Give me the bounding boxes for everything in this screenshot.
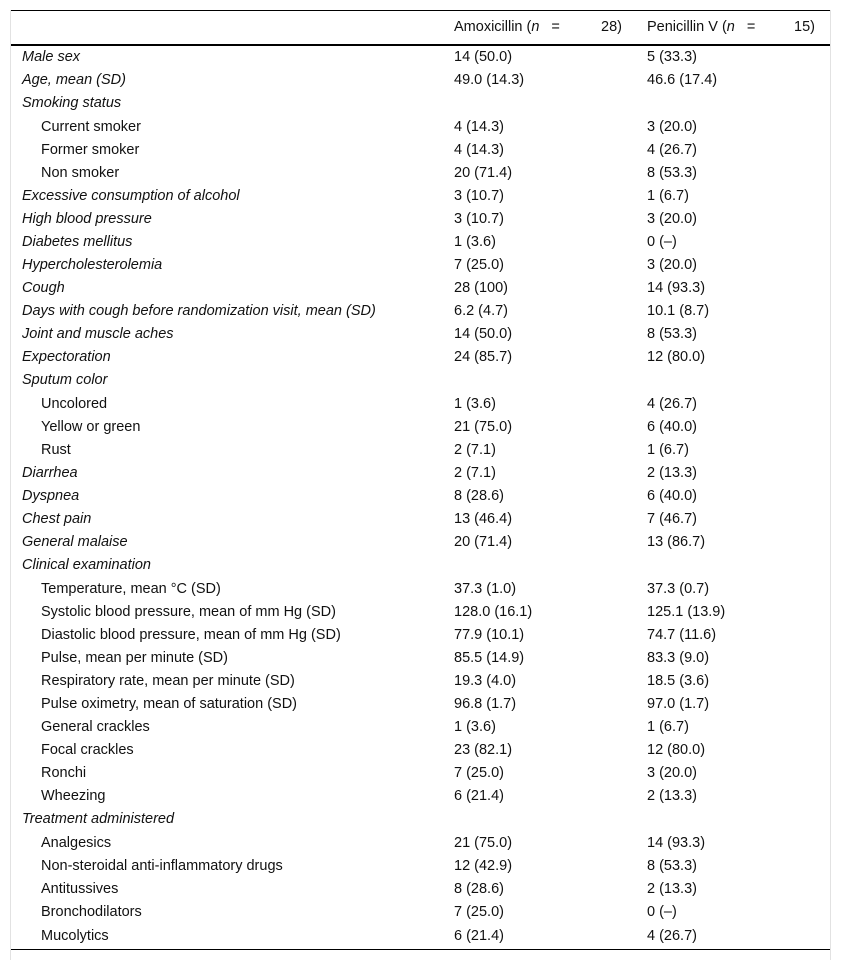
amoxicillin-value — [443, 369, 636, 393]
table-row — [11, 924, 830, 950]
penicillin-v-value — [636, 808, 830, 832]
penicillin-v-value: 8 (53.3) — [647, 164, 697, 181]
row-label: Uncolored — [41, 395, 108, 412]
penicillin-v-value: 12 (80.0) — [647, 741, 706, 758]
section-row — [11, 92, 830, 116]
amoxicillin-value: 77.9 (10.1) — [454, 626, 525, 643]
table-row — [11, 901, 830, 924]
header-n-symbol: n — [726, 19, 735, 36]
table-row — [11, 601, 830, 624]
table-row — [11, 485, 830, 508]
row-label: Sputum color — [22, 372, 108, 388]
penicillin-v-value: 97.0 (1.7) — [647, 695, 710, 712]
penicillin-v-value: 2 (13.3) — [647, 464, 697, 481]
table-row — [11, 208, 830, 231]
row-label: Temperature, mean °C (SD) — [41, 580, 221, 597]
header-group-name: Penicillin V ( — [647, 19, 727, 36]
table-row — [11, 624, 830, 647]
header-penicillin-text — [647, 19, 815, 35]
table-row — [11, 670, 830, 693]
table-row — [11, 878, 830, 901]
table-row — [11, 69, 830, 92]
table-row — [11, 462, 830, 485]
table-header — [11, 11, 830, 45]
header-amoxicillin — [443, 11, 636, 45]
penicillin-v-value: 6 (40.0) — [647, 418, 697, 435]
penicillin-v-value: 14 (93.3) — [647, 834, 706, 851]
table-row — [11, 45, 830, 69]
amoxicillin-value: 7 (25.0) — [454, 764, 504, 781]
amoxicillin-value: 49.0 (14.3) — [454, 71, 525, 88]
penicillin-v-value: 2 (13.3) — [647, 787, 697, 804]
amoxicillin-value: 1 (3.6) — [454, 395, 496, 412]
penicillin-v-value: 125.1 (13.9) — [647, 603, 726, 620]
amoxicillin-value: 6.2 (4.7) — [454, 302, 508, 319]
header-group-name: Amoxicillin ( — [454, 19, 532, 36]
penicillin-v-value: 3 (20.0) — [647, 210, 697, 227]
penicillin-v-value: 0 (–) — [647, 903, 677, 920]
header-n-value: 15) — [794, 19, 815, 36]
penicillin-v-value: 10.1 (8.7) — [647, 302, 710, 319]
amoxicillin-value: 2 (7.1) — [454, 464, 496, 481]
section-row — [11, 554, 830, 578]
amoxicillin-value: 21 (75.0) — [454, 834, 513, 851]
table-row — [11, 716, 830, 739]
amoxicillin-value: 37.3 (1.0) — [454, 580, 517, 597]
row-label: Bronchodilators — [41, 903, 142, 920]
penicillin-v-value: 2 (13.3) — [647, 880, 697, 897]
row-label: Rust — [41, 441, 71, 458]
row-label: Diabetes mellitus — [22, 233, 133, 250]
table-row — [11, 739, 830, 762]
row-label: Expectoration — [22, 348, 111, 365]
penicillin-v-value: 4 (26.7) — [647, 395, 697, 412]
amoxicillin-value: 7 (25.0) — [454, 903, 504, 920]
penicillin-v-value: 5 (33.3) — [647, 48, 697, 65]
penicillin-v-value: 13 (86.7) — [647, 533, 706, 550]
penicillin-v-value: 8 (53.3) — [647, 325, 697, 342]
row-label: Ronchi — [41, 764, 87, 781]
row-label: Mucolytics — [11, 924, 443, 950]
table-row — [11, 762, 830, 785]
table-row — [11, 855, 830, 878]
table-row — [11, 531, 830, 554]
row-label: Systolic blood pressure, mean of mm Hg (SD) — [41, 603, 336, 620]
amoxicillin-value: 1 (3.6) — [454, 233, 496, 250]
amoxicillin-value: 1 (3.6) — [454, 718, 496, 735]
penicillin-v-value: 74.7 (11.6) — [647, 626, 717, 643]
section-row — [11, 808, 830, 832]
penicillin-v-value: 46.6 (17.4) — [647, 71, 718, 88]
penicillin-v-value: 3 (20.0) — [647, 118, 697, 135]
table-row — [11, 416, 830, 439]
penicillin-v-value: 4 (26.7) — [647, 141, 697, 158]
row-label: Antitussives — [41, 880, 119, 897]
row-label: Yellow or green — [41, 418, 141, 435]
penicillin-v-value: 83.3 (9.0) — [647, 649, 710, 666]
amoxicillin-value: 3 (10.7) — [454, 187, 504, 204]
table-row — [11, 231, 830, 254]
amoxicillin-value: 8 (28.6) — [454, 487, 504, 504]
row-label: Current smoker — [41, 118, 141, 135]
amoxicillin-value: 4 (14.3) — [454, 118, 504, 135]
table-row — [11, 116, 830, 139]
row-label: Clinical examination — [22, 557, 151, 573]
row-label: Treatment administered — [22, 811, 175, 827]
table-row — [11, 393, 830, 416]
row-label: Days with cough before randomization visit, mean (SD) — [22, 302, 376, 319]
amoxicillin-value — [443, 808, 636, 832]
table-row — [11, 578, 830, 601]
penicillin-v-value: 12 (80.0) — [647, 348, 706, 365]
row-label: Dyspnea — [22, 487, 80, 504]
penicillin-v-value: 0 (–) — [647, 233, 677, 250]
penicillin-v-value: 3 (20.0) — [647, 764, 697, 781]
table-row — [11, 254, 830, 277]
penicillin-v-value: 1 (6.7) — [647, 718, 689, 735]
row-label: Pulse, mean per minute (SD) — [41, 649, 228, 666]
table-body — [11, 45, 830, 950]
header-equals: = — [746, 19, 756, 36]
amoxicillin-value: 6 (21.4) — [443, 924, 636, 950]
header-penicillin-v — [636, 11, 830, 45]
header-row — [11, 11, 830, 45]
table-row — [11, 832, 830, 855]
row-label: Former smoker — [41, 141, 140, 158]
amoxicillin-value: 6 (21.4) — [454, 787, 504, 804]
amoxicillin-value: 128.0 (16.1) — [454, 603, 533, 620]
row-label: Chest pain — [22, 510, 92, 527]
table-row — [11, 439, 830, 462]
table-row — [11, 346, 830, 369]
amoxicillin-value: 14 (50.0) — [454, 325, 513, 342]
penicillin-v-value: 1 (6.7) — [647, 187, 689, 204]
amoxicillin-value: 3 (10.7) — [454, 210, 504, 227]
table-row — [11, 647, 830, 670]
amoxicillin-value: 4 (14.3) — [454, 141, 504, 158]
amoxicillin-value — [443, 92, 636, 116]
header-n-value: 28) — [601, 19, 622, 36]
penicillin-v-value — [636, 92, 830, 116]
penicillin-v-value: 6 (40.0) — [647, 487, 697, 504]
amoxicillin-value: 24 (85.7) — [454, 348, 513, 365]
row-label: Non smoker — [41, 164, 120, 181]
amoxicillin-value: 28 (100) — [454, 279, 509, 296]
amoxicillin-value: 96.8 (1.7) — [454, 695, 517, 712]
baseline-characteristics-table — [10, 10, 831, 960]
row-label: High blood pressure — [22, 210, 152, 227]
table-row — [11, 693, 830, 716]
row-label: Joint and muscle aches — [22, 325, 174, 342]
penicillin-v-value: 18.5 (3.6) — [647, 672, 710, 689]
amoxicillin-value: 85.5 (14.9) — [454, 649, 525, 666]
amoxicillin-value: 12 (42.9) — [454, 857, 513, 874]
amoxicillin-value: 13 (46.4) — [454, 510, 513, 527]
row-label: Focal crackles — [41, 741, 134, 758]
row-label: Respiratory rate, mean per minute (SD) — [41, 672, 295, 689]
row-label: Cough — [22, 279, 65, 296]
row-label: General crackles — [41, 718, 150, 735]
amoxicillin-value: 23 (82.1) — [454, 741, 513, 758]
amoxicillin-value: 2 (7.1) — [454, 441, 496, 458]
section-row — [11, 369, 830, 393]
amoxicillin-value: 14 (50.0) — [454, 48, 513, 65]
amoxicillin-value: 20 (71.4) — [454, 164, 513, 181]
table-row — [11, 139, 830, 162]
row-label: Male sex — [22, 48, 81, 65]
header-equals: = — [551, 19, 560, 36]
header-n-symbol: n — [531, 19, 540, 36]
penicillin-v-value: 37.3 (0.7) — [647, 580, 710, 597]
penicillin-v-value — [636, 554, 830, 578]
amoxicillin-value: 7 (25.0) — [454, 256, 504, 273]
amoxicillin-value — [443, 554, 636, 578]
table-row — [11, 785, 830, 808]
table-row — [11, 323, 830, 346]
amoxicillin-value: 8 (28.6) — [454, 880, 504, 897]
amoxicillin-value: 21 (75.0) — [454, 418, 513, 435]
penicillin-v-value: 7 (46.7) — [647, 510, 697, 527]
table-row — [11, 185, 830, 208]
amoxicillin-value: 20 (71.4) — [454, 533, 513, 550]
row-label: Wheezing — [41, 787, 106, 804]
penicillin-v-value: 1 (6.7) — [647, 441, 689, 458]
row-label: Diarrhea — [22, 464, 78, 481]
penicillin-v-value: 4 (26.7) — [636, 924, 830, 950]
row-label: General malaise — [22, 533, 128, 550]
penicillin-v-value: 14 (93.3) — [647, 279, 706, 296]
table-row — [11, 162, 830, 185]
row-label: Smoking status — [22, 95, 122, 111]
row-label: Analgesics — [41, 834, 112, 851]
amoxicillin-value: 19.3 (4.0) — [454, 672, 517, 689]
penicillin-v-value — [636, 369, 830, 393]
row-label: Pulse oximetry, mean of saturation (SD) — [41, 695, 297, 712]
header-amoxicillin-text — [454, 19, 622, 35]
penicillin-v-value: 3 (20.0) — [647, 256, 697, 273]
table-row — [11, 300, 830, 323]
penicillin-v-value: 8 (53.3) — [647, 857, 697, 874]
row-label: Age, mean (SD) — [22, 71, 126, 88]
row-label: Excessive consumption of alcohol — [22, 187, 240, 204]
table-row — [11, 277, 830, 300]
row-label: Diastolic blood pressure, mean of mm Hg (SD) — [41, 626, 341, 643]
row-label: Hypercholesterolemia — [22, 256, 163, 273]
table-row — [11, 508, 830, 531]
header-label-column — [11, 11, 443, 45]
row-label: Non-steroidal anti-inflammatory drugs — [41, 857, 283, 874]
data-table — [11, 10, 830, 950]
